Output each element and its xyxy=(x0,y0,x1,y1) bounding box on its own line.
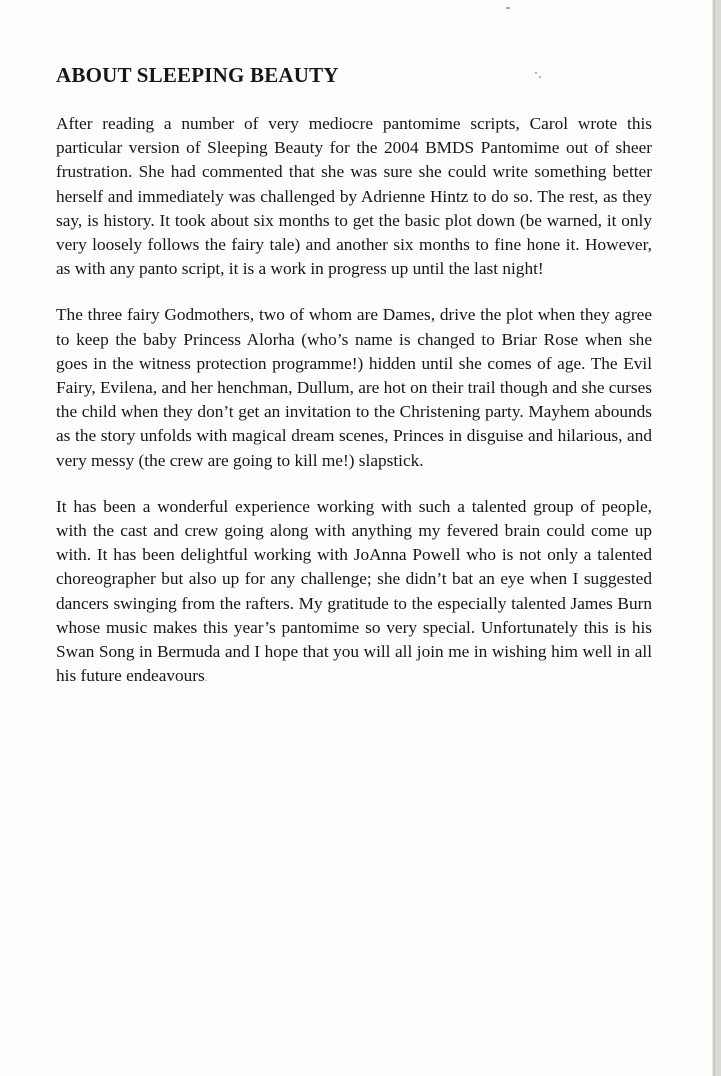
faint-period: . xyxy=(204,670,208,685)
paragraph-origin: After reading a number of very mediocre pantomime scripts, Carol wrote this particular version of Sleeping Beauty for the 2004 BMDS Pantomime out of sheer frustration. She had commented that she was sure she could write something better herself and immediately was challenged by Adrienne Hintz to do so. The rest, as they say, is history. It took about six months to get the basic plot down (be warned, it only very loosely follows the fairy tale) and another six months to fine hone it. However, as with any panto script, it is a work in progress up until the last night! xyxy=(56,114,652,279)
paragraph-acknowledgements-text: It has been a wonderful experience working with such a talented group of people, with the cast and crew going along with anything my fevered brain could come up with. It has been delightful working with JoAnna Powell who is not only a talented choreographer but also up for any challenge; she didn’t bat an eye when I suggested dancers swinging from the rafters. My gratitude to the especially talented James Burn whose music makes this year’s pantomime so very special. Unfortunately this is his Swan Song in Bermuda and I hope that you will all join me in wishing him well in all his future endeavours xyxy=(56,496,652,686)
paragraph-plot: The three fairy Godmothers, two of whom are Dames, drive the plot when they agree to keep the baby Princess Alorha (who’s name is changed to Briar Rose when she goes in the witness protection programme!) hidden until she comes of age. The Evil Fairy, Evilena, and her henchman, Dullum, are hot on their trail though and she curses the child when they don’t get an invitation to the Christening party. Mayhem abounds as the story unfolds with magical dream scenes, Princes in disguise and hilarious, and very messy (the crew are going to kill me!) slapstick. xyxy=(56,305,652,470)
scan-speck xyxy=(506,7,510,9)
scan-edge-shadow xyxy=(712,0,715,1076)
paragraph-acknowledgements xyxy=(56,495,652,690)
document-title: ABOUT SLEEPING BEAUTY xyxy=(56,63,339,87)
document-body xyxy=(56,62,652,711)
